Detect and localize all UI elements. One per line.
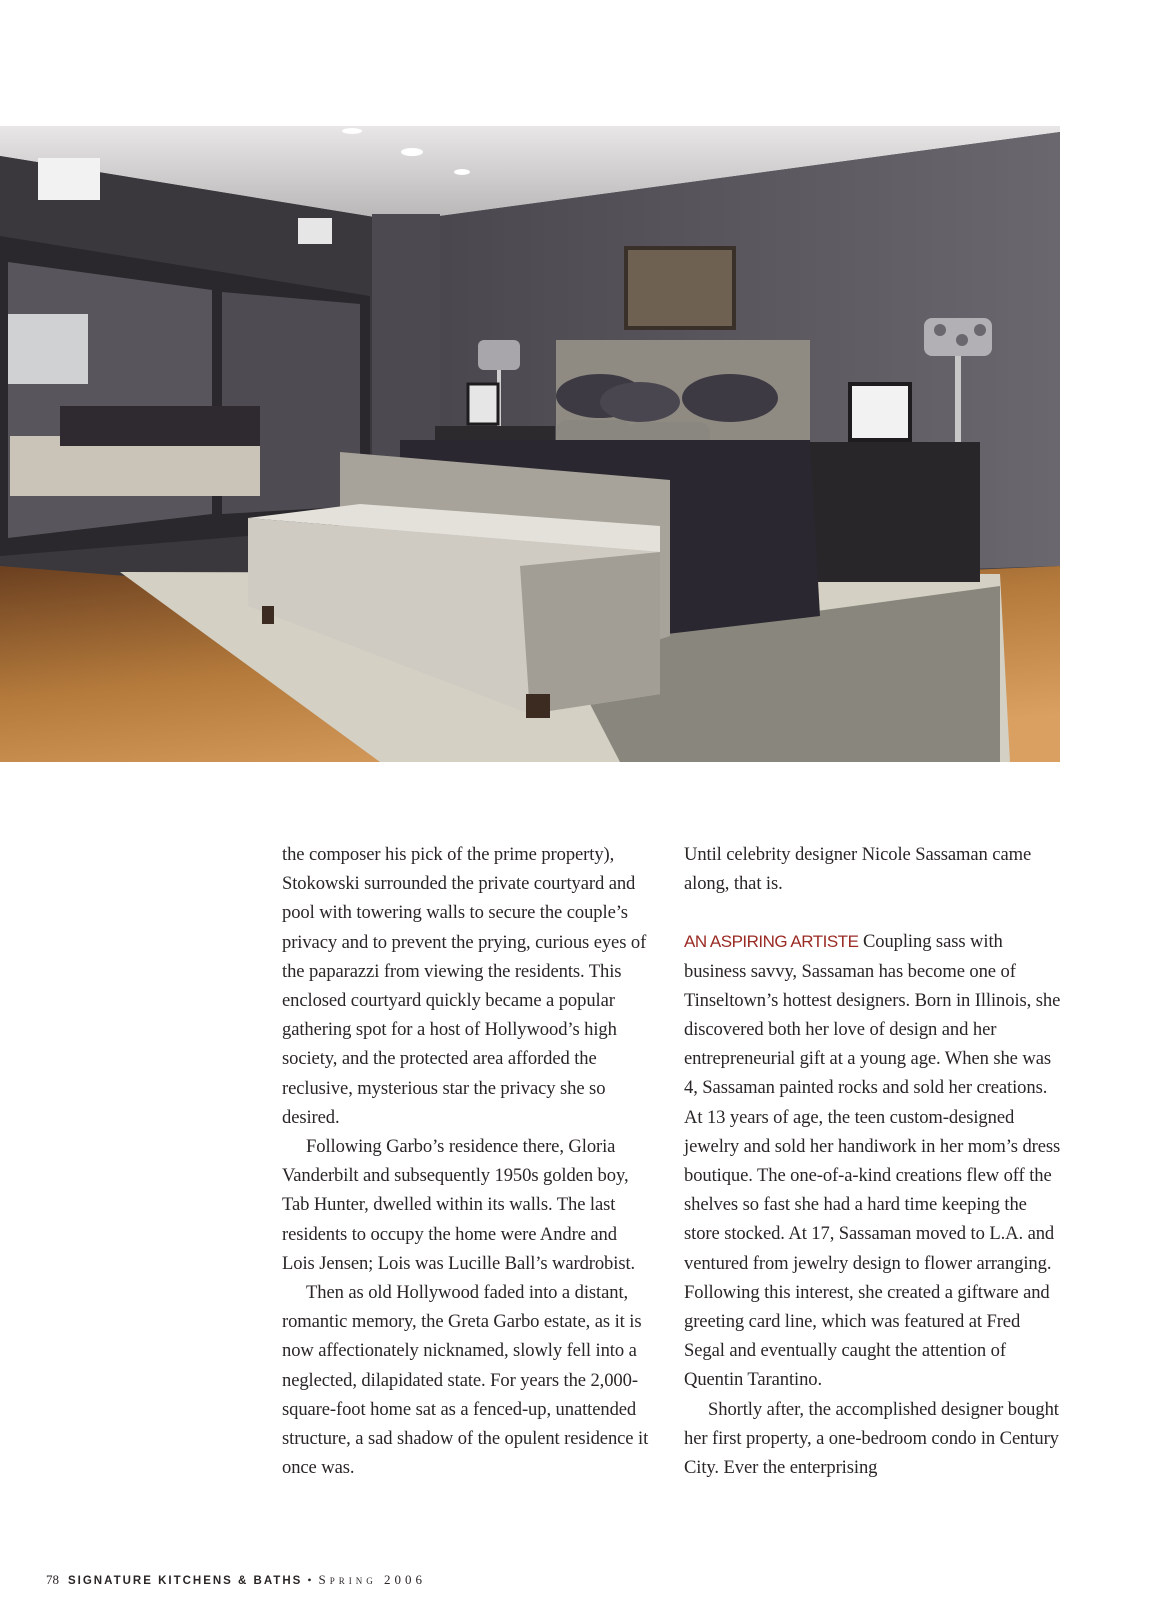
left-paragraph-2: Following Garbo’s residence there, Gloria Vanderbilt and subsequently 1950s golden boy, Tab Hunter, dwelled within its walls. The last residents to occupy the home were Andre and Lois Jensen; Lois was Lucille Ball’s wardrobist.: [282, 1136, 636, 1274]
section-text: Coupling sass with business savvy, Sassaman has become one of Tinseltown’s hottest designers. Born in Illinois, she discovered both her love of design and her entrepreneurial gift at a young age. When she was 4, Sassaman painted rocks and sold her creations. At 13 years of age, the teen custom-designed jewelry and sold her handiwork in her mom’s dress boutique. The one-of-a-kind creations flew off the shelves so fast she had a hard time keeping the store stocked. At 17, Sassaman moved to L.A. and ventured from jewelry design to flower arranging. Following this interest, she created a giftware and greeting card line, which was featured at Fred Segal and eventually caught the attention of Quentin Tarantino.: [684, 931, 1061, 1391]
right-column: [684, 840, 1064, 1482]
bedroom-photo: [0, 126, 1060, 762]
left-column: [282, 840, 652, 1482]
page-number: 78: [46, 1572, 59, 1587]
footer-separator: •: [307, 1573, 314, 1587]
section-subhead: AN ASPIRING ARTISTE: [684, 932, 859, 952]
left-paragraph-3: Then as old Hollywood faded into a distant, romantic memory, the Greta Garbo estate, as it is now affectionately nicknamed, slowly fell into a neglected, dilapidated state. For years the 2,000-square-foot home sat as a fenced-up, unattended structure, a sad shadow of the opulent residence it once was.: [282, 1282, 649, 1479]
left-paragraph-1: the composer his pick of the prime property), Stokowski surrounded the private courtyard and pool with towering walls to secure the couple’s privacy and to prevent the prying, curious eyes of the paparazzi from viewing the residents. This enclosed courtyard quickly became a popular gathering spot for a host of Hollywood’s high society, and the protected area afforded the reclusive, mysterious star the privacy she so desired.: [282, 844, 647, 1128]
right-section-paragraph: [684, 927, 1064, 1394]
magazine-title: SIGNATURE KITCHENS & BATHS: [68, 1575, 303, 1587]
right-intro: Until celebrity designer Nicole Sassaman came along, that is.: [684, 844, 1032, 895]
right-closing-paragraph: Shortly after, the accomplished designer bought her first property, a one-bedroom condo in Century City. Ever the enterprising: [684, 1398, 1059, 1479]
issue-label: Spring 2006: [318, 1572, 426, 1587]
page-footer: [46, 1572, 426, 1588]
